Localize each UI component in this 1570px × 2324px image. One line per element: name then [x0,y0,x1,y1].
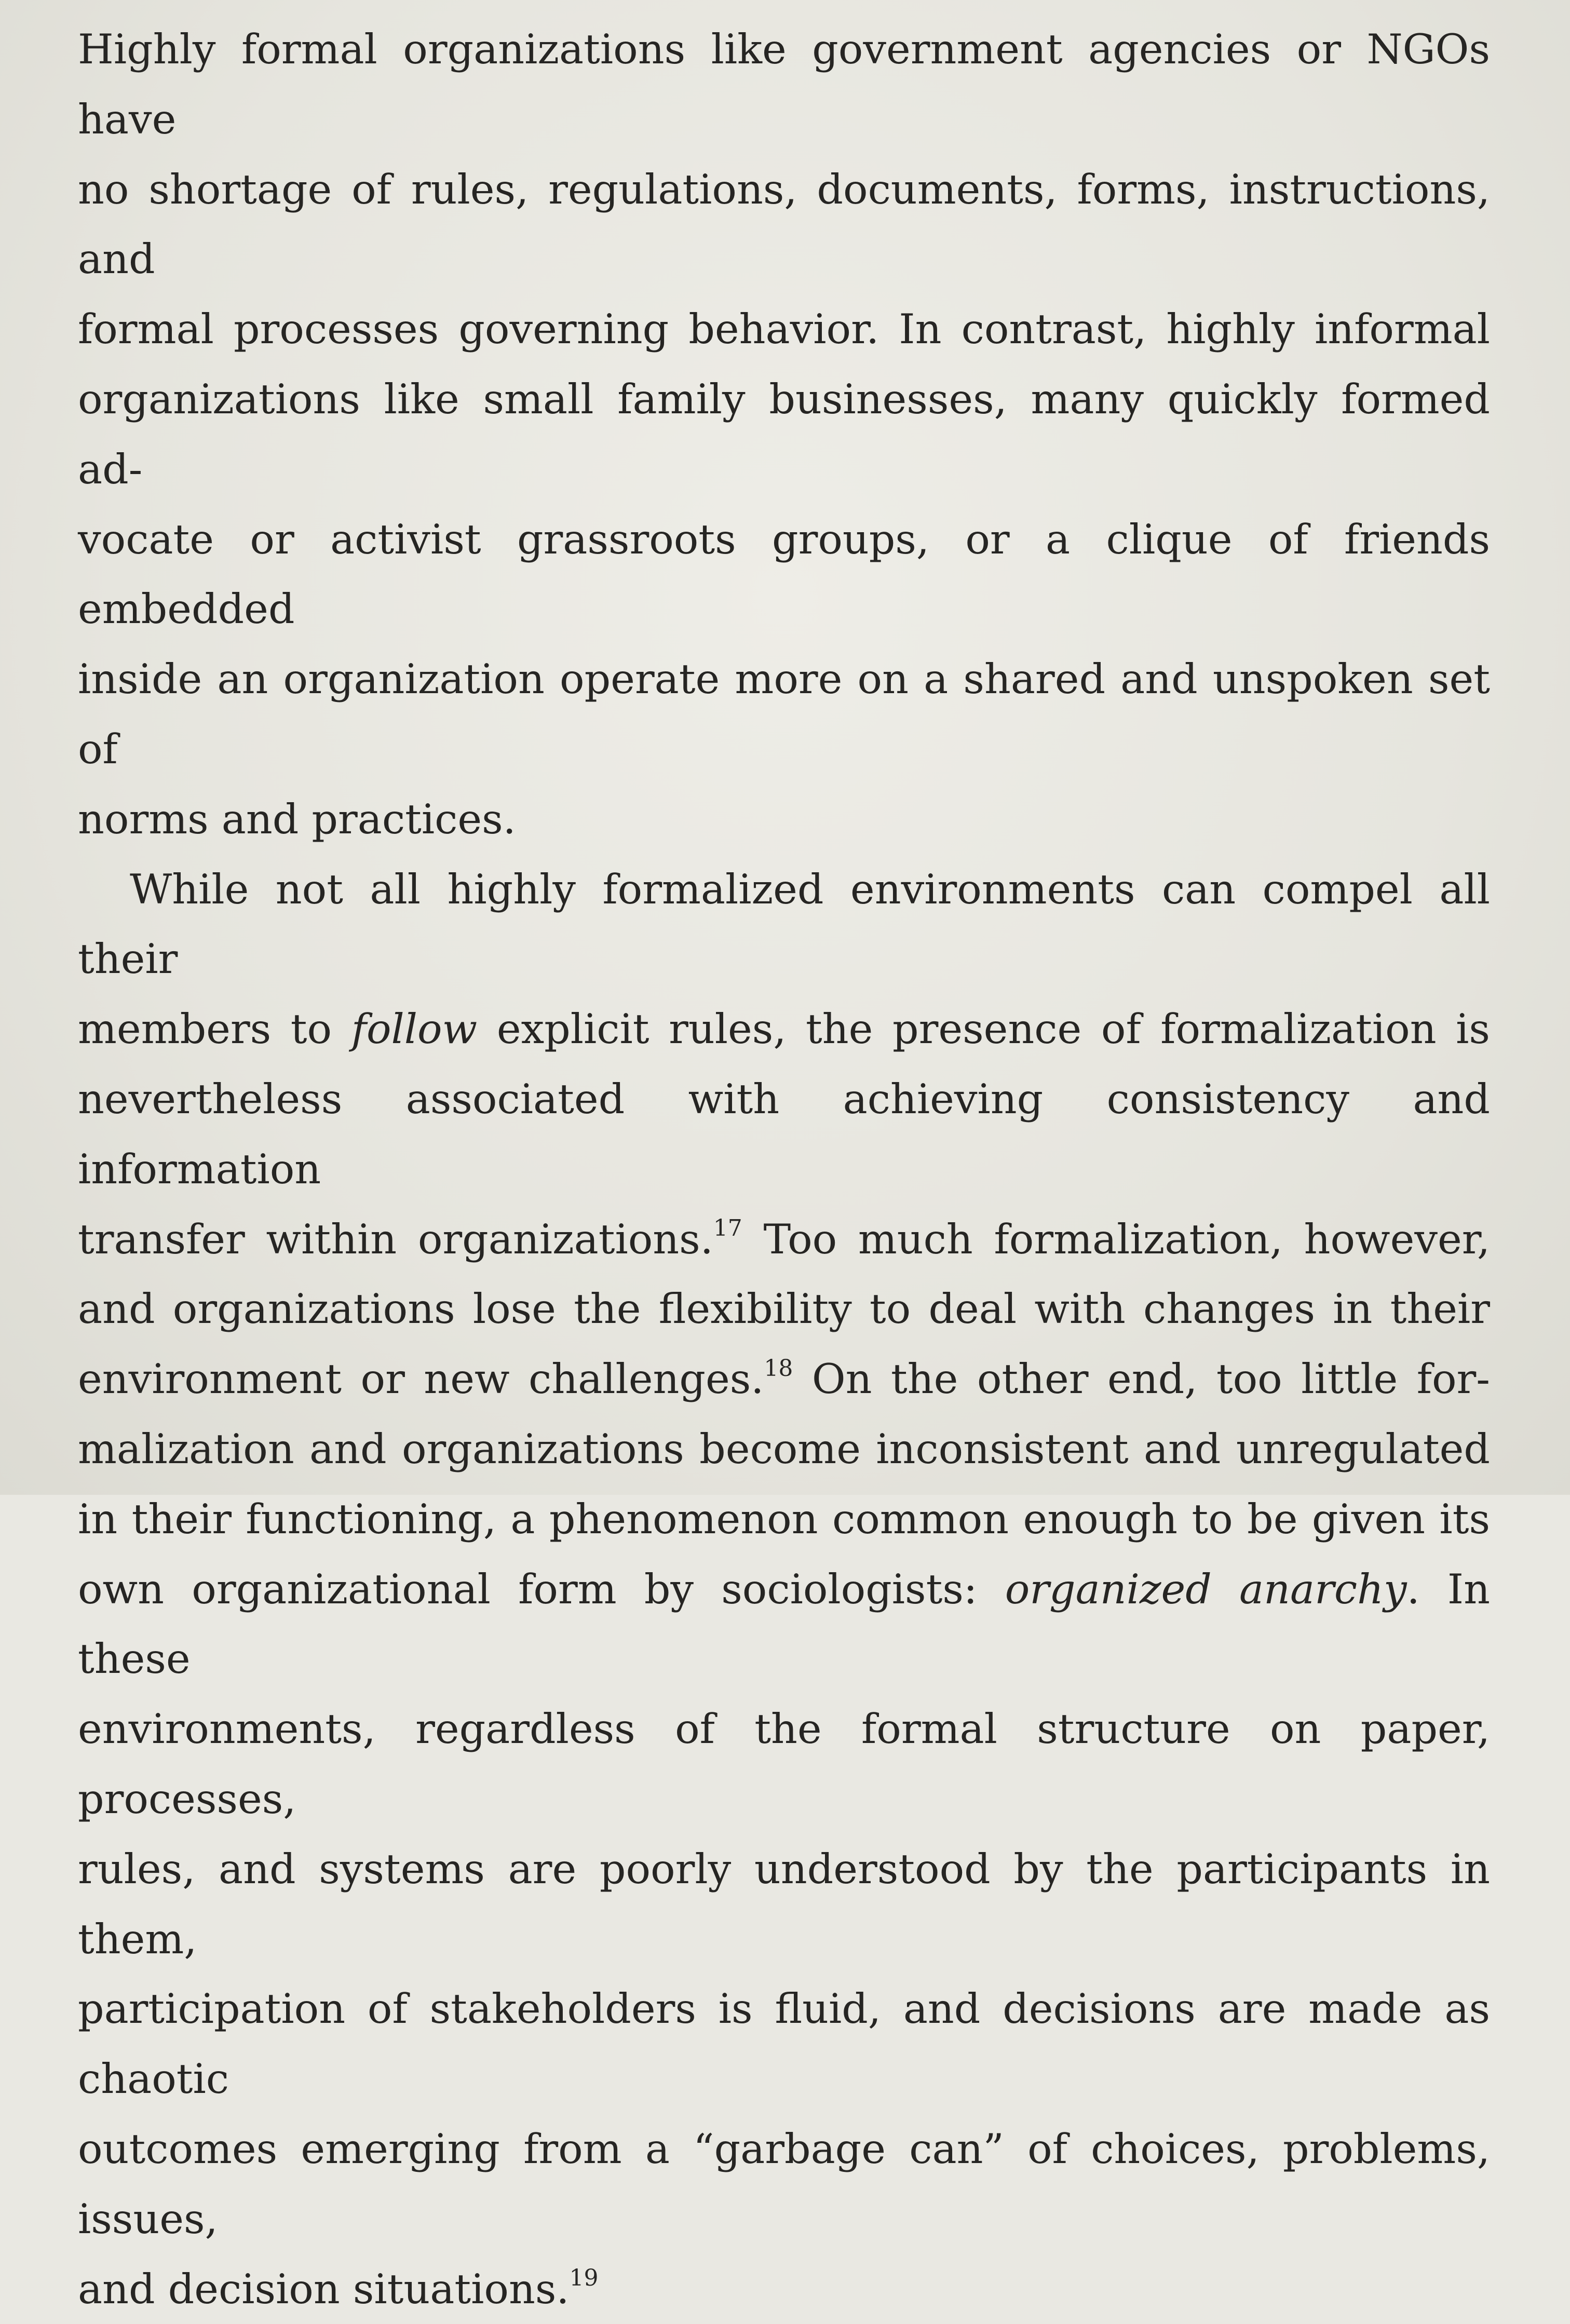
text-line: Highly formal organizations like government agencies or NGOs have [78,15,1490,155]
text-line: no shortage of rules, regulations, documents, forms, instructions, and [78,155,1490,295]
text-line: in their functioning, a phenomenon common enough to be given its [78,1484,1490,1555]
text-segment: environment or new challenges. [78,1355,764,1403]
text-line [78,2254,1490,2324]
text-line: rules, and systems are poorly understood by the participants in them, [78,1834,1490,1975]
text-segment: On the other end, too little for- [793,1355,1490,1403]
text-segment: members to [78,1005,351,1053]
text-segment: transfer within organizations. [78,1215,713,1263]
text-line: vocate or activist grassroots groups, or a clique of friends embedded [78,505,1490,645]
text-segment: own organizational form by sociologists: [78,1565,1005,1613]
paragraph-2 [78,855,1490,2324]
text-line: environments, regardless of the formal structure on paper, processes, [78,1694,1490,1834]
text-line [78,994,1490,1064]
text-line: and organizations lose the flexibility to deal with changes in their [78,1274,1490,1344]
text-line [78,1344,1490,1414]
paragraph-1 [78,15,1490,855]
italic-word: follow [351,1005,478,1053]
italic-term: organized anarchy [1005,1565,1407,1613]
text-segment: . In these [78,1565,1490,1683]
text-segment: Too much formalization, however, [742,1215,1490,1263]
text-line: While not all highly formalized environments can compel all their [78,855,1490,995]
text-line: inside an organization operate more on a shared and unspoken set of [78,644,1490,785]
footnote-marker: 19 [570,2265,599,2291]
body-text [78,15,1490,2324]
footnote-marker: 18 [764,1355,793,1382]
text-line [78,1205,1490,1275]
footnote-marker: 17 [713,1215,742,1241]
text-segment: and decision situations. [78,2265,570,2313]
text-line: norms and practices. [78,785,1490,855]
text-line: nevertheless associated with achieving consistency and information [78,1064,1490,1205]
text-segment: explicit rules, the presence of formalization is [477,1005,1490,1053]
text-line: participation of stakeholders is fluid, and decisions are made as chaotic [78,1974,1490,2114]
text-line: malization and organizations become inconsistent and unregulated [78,1414,1490,1484]
text-line: outcomes emerging from a “garbage can” of choices, problems, issues, [78,2114,1490,2254]
text-line: formal processes governing behavior. In contrast, highly informal [78,294,1490,364]
text-line: organizations like small family businesses, many quickly formed ad- [78,364,1490,505]
text-line [78,1555,1490,1695]
